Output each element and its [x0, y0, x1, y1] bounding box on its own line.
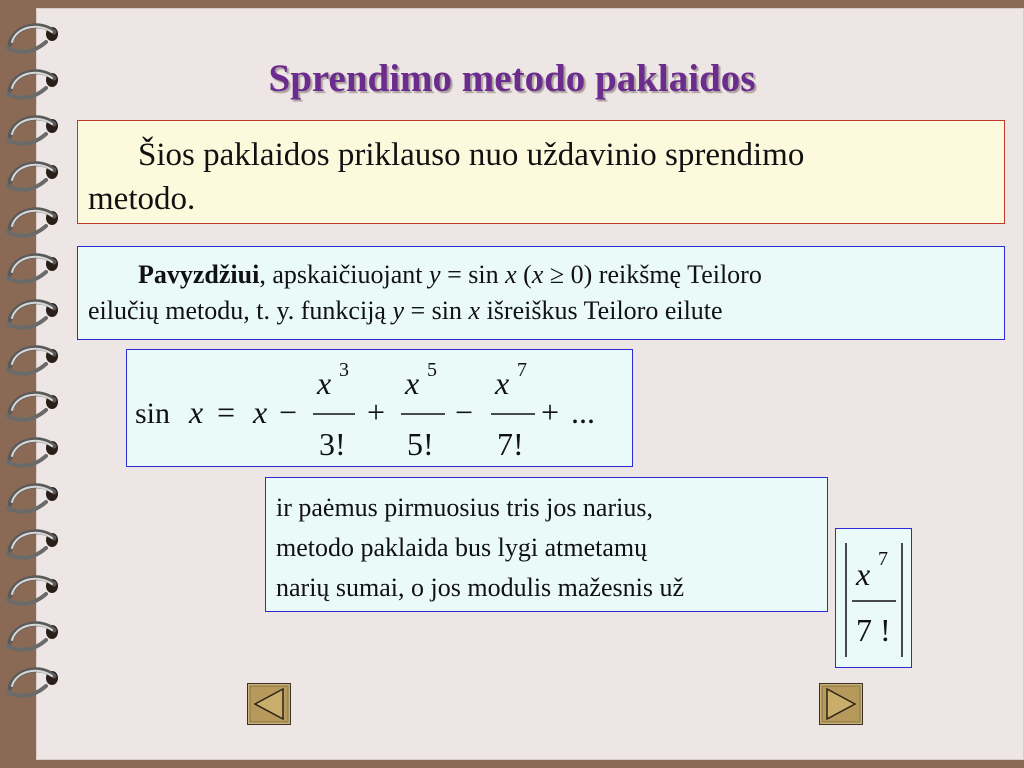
- next-slide-button[interactable]: [819, 683, 863, 725]
- var-x: x: [531, 260, 544, 289]
- binding-ring: [8, 348, 58, 374]
- note-line-2: metodo paklaida bus lygi atmetamų: [276, 533, 648, 562]
- num-x: x: [495, 365, 510, 401]
- note-line-3: narių sumai, o jos modulis mažesnis už: [276, 573, 685, 602]
- example-text: ≥ 0) reikšmę Teiloro: [543, 260, 762, 289]
- num-exp-5: 5: [427, 359, 437, 381]
- binding-ring: [8, 394, 58, 420]
- formula-minus: −: [279, 394, 298, 430]
- formula-x: x: [189, 394, 204, 430]
- den-3: 3!: [319, 426, 346, 462]
- spiral-binding: [0, 0, 70, 768]
- var-x: x: [468, 296, 481, 325]
- error-bound-formula: [835, 528, 912, 668]
- intro-line-2: metodo.: [88, 181, 196, 217]
- binding-ring: [8, 578, 58, 604]
- formula-minus: −: [455, 394, 474, 430]
- binding-ring: [8, 118, 58, 144]
- example-text: eilučių metodu, t. y. funkciją: [88, 296, 393, 325]
- binding-ring: [8, 440, 58, 466]
- num-x: x: [317, 365, 332, 401]
- var-x: x: [505, 260, 517, 289]
- triangle-left-icon: [247, 683, 291, 725]
- num-exp-3: 3: [339, 359, 349, 381]
- binding-ring: [8, 210, 58, 236]
- formula-plus: +: [367, 394, 386, 430]
- intro-box: [77, 120, 1005, 224]
- binding-ring: [8, 486, 58, 512]
- den-5: 5!: [407, 426, 434, 462]
- den-7: 7!: [497, 426, 524, 462]
- bound-den: 7 !: [856, 612, 891, 648]
- binding-ring: [8, 164, 58, 190]
- example-text: , apskaičiuojant: [259, 260, 430, 289]
- binding-ring: [8, 532, 58, 558]
- note-box: [265, 477, 828, 612]
- example-text: išreiškus Teiloro eilute: [480, 296, 723, 325]
- binding-ring: [8, 670, 58, 696]
- binding-ring: [8, 26, 58, 52]
- bound-num-exp: 7: [878, 548, 888, 570]
- example-bold: Pavyzdžiui: [138, 260, 260, 289]
- intro-line-1: Šios paklaidos priklauso nuo uždavinio sprendimo: [138, 137, 805, 173]
- binding-ring: [8, 624, 58, 650]
- var-y: y: [392, 296, 405, 325]
- num-x: x: [405, 365, 420, 401]
- example-text: = sin: [440, 260, 506, 289]
- example-box: [77, 246, 1005, 340]
- formula-plus: +: [541, 394, 560, 430]
- taylor-series-formula: [126, 349, 633, 467]
- bound-num-x: x: [856, 556, 871, 592]
- example-text: = sin: [404, 296, 469, 325]
- slide-title: Sprendimo metodo paklaidos: [268, 57, 756, 100]
- formula-ellipsis: ...: [571, 394, 595, 430]
- example-text: (: [516, 260, 532, 289]
- binding-ring: [8, 302, 58, 328]
- formula-x: x: [253, 394, 268, 430]
- note-line-1: ir paėmus pirmuosius tris jos narius,: [276, 493, 653, 522]
- prev-slide-button[interactable]: [247, 683, 291, 725]
- var-y: y: [429, 260, 441, 289]
- formula-sin: sin: [135, 397, 171, 430]
- formula-eq: =: [217, 394, 236, 430]
- binding-ring: [8, 256, 58, 282]
- triangle-right-icon: [819, 683, 863, 725]
- num-exp-7: 7: [517, 359, 527, 381]
